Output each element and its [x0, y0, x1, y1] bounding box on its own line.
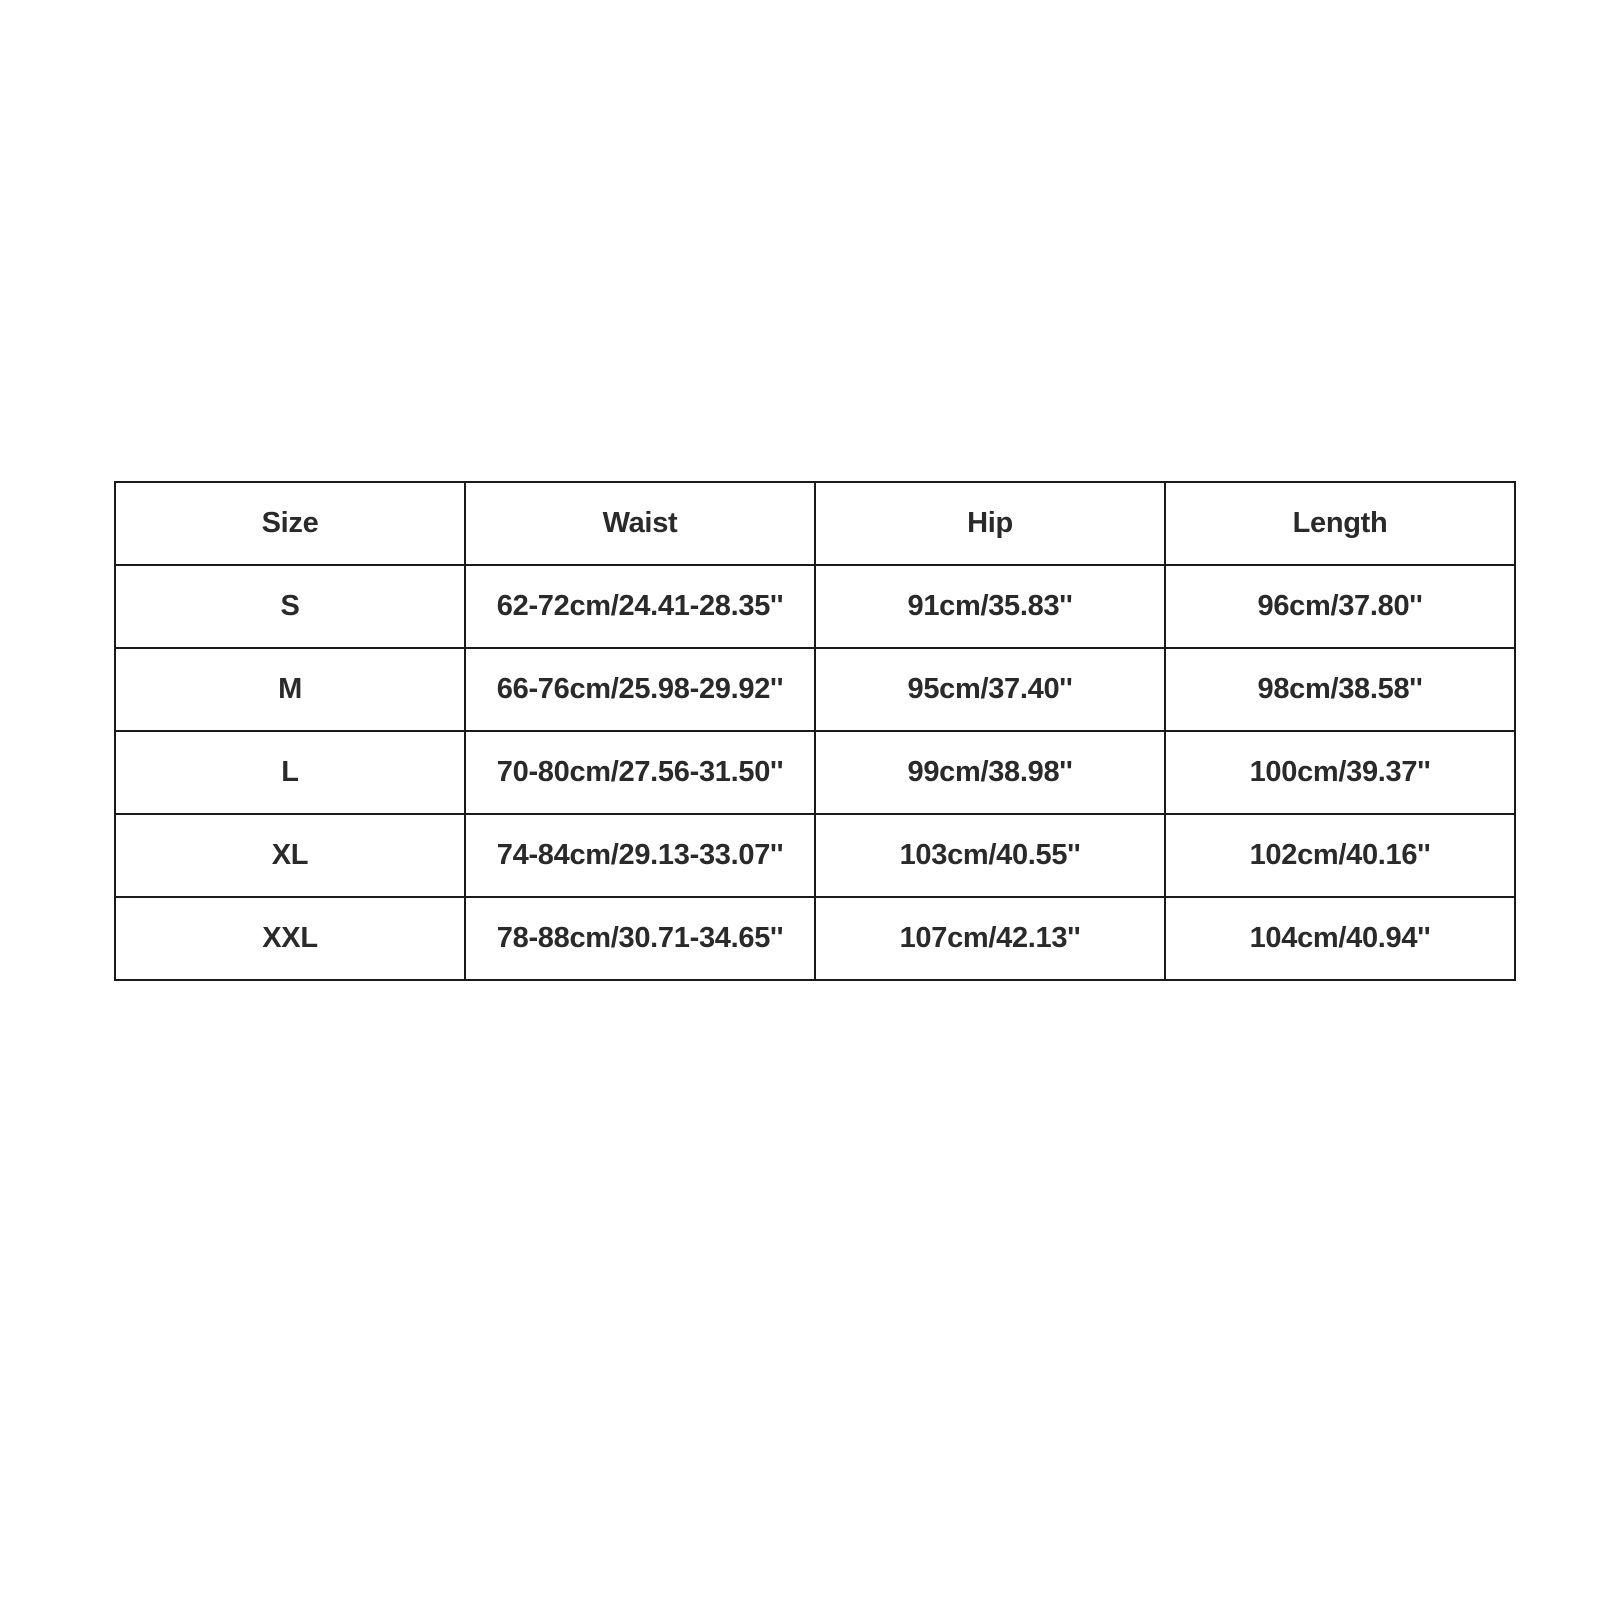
waist-cell: 66-76cm/25.98-29.92'' [465, 648, 815, 731]
table-row [115, 897, 1515, 980]
length-cell: 98cm/38.58'' [1165, 648, 1515, 731]
hip-cell: 107cm/42.13'' [815, 897, 1165, 980]
waist-cell: 74-84cm/29.13-33.07'' [465, 814, 815, 897]
waist-cell: 70-80cm/27.56-31.50'' [465, 731, 815, 814]
table-row [115, 731, 1515, 814]
header-waist: Waist [465, 482, 815, 565]
size-chart-header [115, 482, 1515, 565]
header-row [115, 482, 1515, 565]
waist-cell: 62-72cm/24.41-28.35'' [465, 565, 815, 648]
size-cell: XL [115, 814, 465, 897]
size-chart-table [114, 481, 1516, 981]
hip-cell: 99cm/38.98'' [815, 731, 1165, 814]
size-cell: S [115, 565, 465, 648]
table-row [115, 814, 1515, 897]
hip-cell: 91cm/35.83'' [815, 565, 1165, 648]
table-row [115, 648, 1515, 731]
size-cell: M [115, 648, 465, 731]
hip-cell: 95cm/37.40'' [815, 648, 1165, 731]
length-cell: 100cm/39.37'' [1165, 731, 1515, 814]
length-cell: 96cm/37.80'' [1165, 565, 1515, 648]
size-cell: L [115, 731, 465, 814]
hip-cell: 103cm/40.55'' [815, 814, 1165, 897]
waist-cell: 78-88cm/30.71-34.65'' [465, 897, 815, 980]
header-size: Size [115, 482, 465, 565]
size-chart-body [115, 565, 1515, 980]
length-cell: 104cm/40.94'' [1165, 897, 1515, 980]
table-row [115, 565, 1515, 648]
size-cell: XXL [115, 897, 465, 980]
length-cell: 102cm/40.16'' [1165, 814, 1515, 897]
header-length: Length [1165, 482, 1515, 565]
header-hip: Hip [815, 482, 1165, 565]
